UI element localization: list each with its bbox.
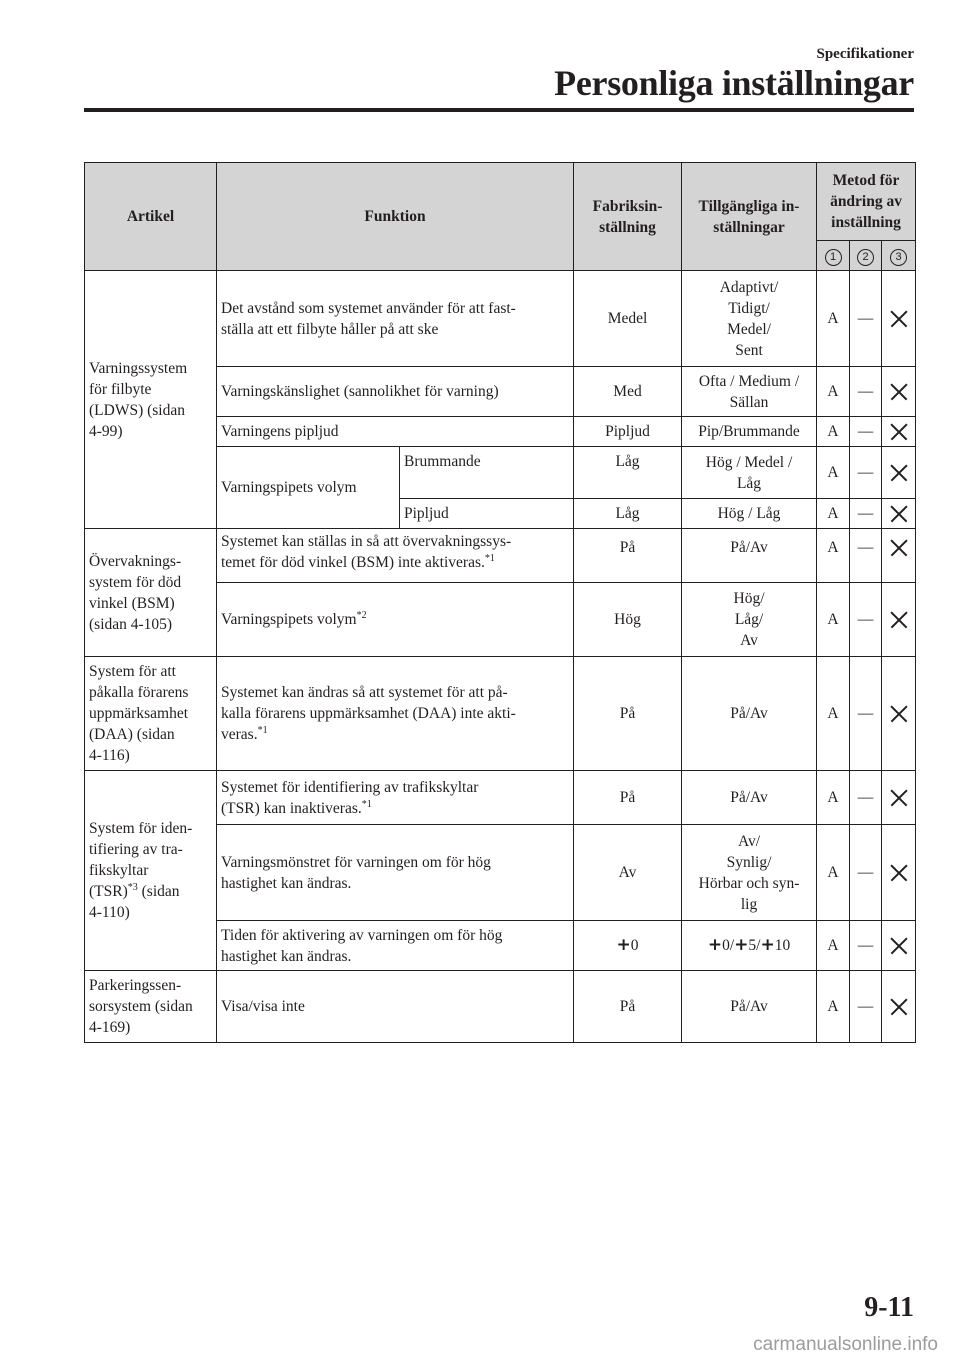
- method-1-value: A: [817, 971, 850, 1043]
- sub-function: Brummande: [400, 447, 574, 499]
- method-1-value: A: [817, 583, 850, 657]
- method-3-cell: [882, 499, 916, 529]
- method-3-badge: 3: [890, 249, 907, 266]
- cross-icon: [890, 789, 908, 807]
- factory-value: På: [574, 529, 682, 583]
- item-tsr-text: System för iden- tifiering av tra- fikskyltar (TSR): [89, 820, 193, 900]
- available-values: [682, 921, 817, 971]
- function-text: Varningsmönstret för varningen om för hög hastighet kan ändras.: [217, 825, 574, 921]
- method-3-cell: [882, 447, 916, 499]
- function-text-body: Systemet kan ändras så att systemet för att på- kalla förarens uppmärksamhet (DAA) inte akti- veras.: [221, 684, 516, 743]
- cross-icon: [890, 705, 908, 723]
- footnote-marker: *3: [127, 881, 138, 893]
- factory-value: Av: [574, 825, 682, 921]
- item-parking: Parkeringssen- sorsystem (sidan 4-169): [85, 971, 217, 1043]
- method-2-value: —: [850, 971, 882, 1043]
- method-1-badge: 1: [825, 249, 842, 266]
- table-row: [85, 971, 916, 1043]
- function-text-body: Varningspipets volym: [221, 611, 357, 628]
- available-values: Av/ Synlig/ Hörbar och syn- lig: [682, 825, 817, 921]
- function-text: [217, 771, 574, 825]
- item-ldws: Varningssystem för filbyte (LDWS) (sidan 4-99): [85, 271, 217, 529]
- cross-icon: [890, 505, 908, 523]
- watermark: carmanualsonline.info: [753, 1334, 938, 1355]
- cross-icon: [890, 937, 908, 955]
- available-values: Hög / Låg: [682, 499, 817, 529]
- table-row: [85, 529, 916, 583]
- item-daa: System för att påkalla förarens uppmärksamhet (DAA) (sidan 4-116): [85, 657, 217, 771]
- settings-table: [84, 162, 916, 1043]
- header-fabriksinstallning: Fabriksin- ställning: [574, 163, 682, 271]
- page-number: 9-11: [864, 1292, 914, 1323]
- cross-icon: [890, 423, 908, 441]
- method-3-cell: [882, 921, 916, 971]
- function-text: Visa/visa inte: [217, 971, 574, 1043]
- plus-icon: +: [734, 935, 749, 955]
- function-text: [217, 657, 574, 771]
- method-1-value: A: [817, 499, 850, 529]
- table-row: [85, 271, 916, 367]
- header-tillgangliga: Tillgängliga in- ställningar: [682, 163, 817, 271]
- method-2-value: —: [850, 367, 882, 417]
- function-text: Det avstånd som systemet använder för att fast- ställa att ett filbyte håller på att ske: [217, 271, 574, 367]
- method-2-value: —: [850, 499, 882, 529]
- function-text-body: Systemet för identifiering av trafikskyltar (TSR) kan inaktiveras.: [221, 778, 479, 817]
- item-tsr: [85, 771, 217, 971]
- method-3-cell: [882, 271, 916, 367]
- factory-value: På: [574, 971, 682, 1043]
- factory-value: [574, 921, 682, 971]
- method-1-value: A: [817, 771, 850, 825]
- factory-offset: 0: [630, 937, 639, 954]
- available-values: Hög/ Låg/ Av: [682, 583, 817, 657]
- function-text: Varningskänslighet (sannolikhet för varning): [217, 367, 574, 417]
- factory-value: På: [574, 657, 682, 771]
- method-1-value: A: [817, 529, 850, 583]
- available-values: Pip/Brummande: [682, 417, 817, 447]
- method-3-cell: [882, 529, 916, 583]
- method-3-cell: [882, 825, 916, 921]
- factory-value: Med: [574, 367, 682, 417]
- method-1-value: A: [817, 271, 850, 367]
- table-row: [85, 771, 916, 825]
- method-3-cell: [882, 771, 916, 825]
- method-2-value: —: [850, 583, 882, 657]
- sub-function: Pipljud: [400, 499, 574, 529]
- method-1-header: [817, 241, 850, 271]
- factory-value: Låg: [574, 499, 682, 529]
- method-1-value: A: [817, 825, 850, 921]
- table-row: [85, 657, 916, 771]
- footnote-marker: *2: [356, 609, 367, 621]
- available-values: På/Av: [682, 657, 817, 771]
- section-label: Specifikationer: [816, 46, 914, 62]
- cross-icon: [890, 998, 908, 1016]
- method-1-value: A: [817, 447, 850, 499]
- plus-icon: +: [707, 935, 723, 955]
- item-tsr-page: (sidan 4-110): [89, 883, 180, 921]
- chapter-title: Personliga inställningar: [554, 63, 914, 103]
- available-values: Adaptivt/ Tidigt/ Medel/ Sent: [682, 271, 817, 367]
- function-text-body: Systemet kan ställas in så att övervakningssys- temet för död vinkel (BSM) inte aktiveras.: [221, 533, 512, 571]
- method-2-badge: 2: [857, 249, 874, 266]
- factory-value: Pipljud: [574, 417, 682, 447]
- offset-option: 10: [774, 937, 791, 954]
- available-values: På/Av: [682, 971, 817, 1043]
- function-text: Tiden för aktivering av varningen om för hög hastighet kan ändras.: [217, 921, 574, 971]
- function-text: [217, 529, 574, 583]
- cross-icon: [890, 864, 908, 882]
- factory-value: På: [574, 771, 682, 825]
- method-3-cell: [882, 367, 916, 417]
- available-values: På/Av: [682, 771, 817, 825]
- method-2-value: —: [850, 529, 882, 583]
- cross-icon: [890, 310, 908, 328]
- factory-value: Hög: [574, 583, 682, 657]
- function-text: [217, 583, 574, 657]
- factory-value: Medel: [574, 271, 682, 367]
- offset-option: 0/: [722, 937, 735, 954]
- function-text: Varningspipets volym: [217, 447, 400, 529]
- factory-value: Låg: [574, 447, 682, 499]
- method-2-value: —: [850, 771, 882, 825]
- method-1-value: A: [817, 657, 850, 771]
- method-3-cell: [882, 971, 916, 1043]
- method-1-value: A: [817, 417, 850, 447]
- available-values: På/Av: [682, 529, 817, 583]
- cross-icon: [890, 464, 908, 482]
- header-rule: [84, 108, 914, 112]
- plus-icon: +: [616, 935, 631, 955]
- method-1-value: A: [817, 921, 850, 971]
- method-2-value: —: [850, 447, 882, 499]
- method-2-value: —: [850, 271, 882, 367]
- method-1-value: A: [817, 367, 850, 417]
- plus-icon: +: [760, 935, 775, 955]
- available-values: Hög / Medel / Låg: [682, 447, 817, 499]
- cross-icon: [890, 383, 908, 401]
- method-2-value: —: [850, 921, 882, 971]
- item-bsm: Övervaknings- system för död vinkel (BSM) (sidan 4-105): [85, 529, 217, 657]
- method-3-header: [882, 241, 916, 271]
- available-values: Ofta / Medium / Sällan: [682, 367, 817, 417]
- header-metod: Metod för ändring av inställning: [817, 163, 916, 241]
- method-3-cell: [882, 583, 916, 657]
- method-2-value: —: [850, 417, 882, 447]
- cross-icon: [890, 539, 908, 557]
- offset-option: 5/: [748, 937, 761, 954]
- method-2-value: —: [850, 657, 882, 771]
- footnote-marker: *1: [257, 724, 268, 736]
- header-artikel: Artikel: [85, 163, 217, 271]
- method-3-cell: [882, 417, 916, 447]
- method-2-header: [850, 241, 882, 271]
- footnote-marker: *1: [484, 552, 495, 564]
- cross-icon: [890, 611, 908, 629]
- function-text: Varningens pipljud: [217, 417, 574, 447]
- method-3-cell: [882, 657, 916, 771]
- footnote-marker: *1: [361, 798, 372, 810]
- header-funktion: Funktion: [217, 163, 574, 271]
- method-2-value: —: [850, 825, 882, 921]
